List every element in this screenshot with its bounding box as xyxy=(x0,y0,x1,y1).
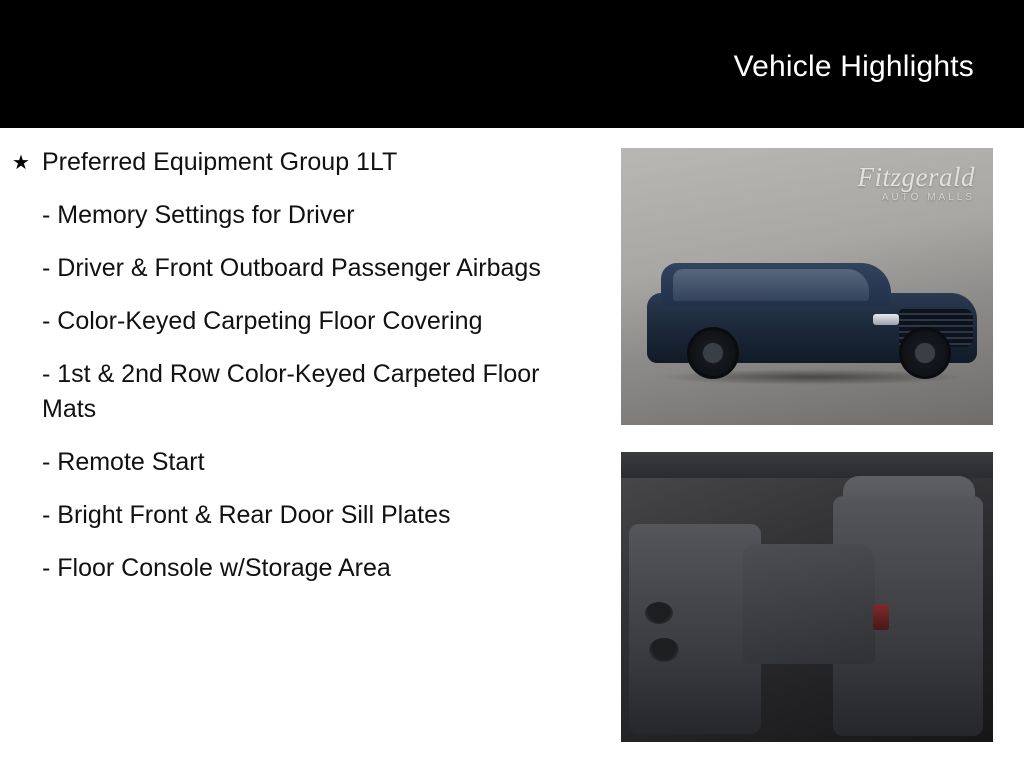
list-item-label: - Floor Console w/Storage Area xyxy=(42,554,391,582)
list-item-label: - Bright Front & Rear Door Sill Plates xyxy=(42,501,451,529)
interior-center-console xyxy=(743,544,875,664)
list-item xyxy=(12,145,602,180)
list-item xyxy=(42,251,602,286)
list-item xyxy=(42,198,602,233)
list-item-label: - 1st & 2nd Row Color-Keyed Carpeted Floor Mats xyxy=(42,360,540,423)
suv-front-wheel xyxy=(899,327,951,379)
suv-headlight xyxy=(873,314,899,325)
list-item xyxy=(42,445,602,480)
suv-glass xyxy=(673,269,869,301)
suv-rear-wheel xyxy=(687,327,739,379)
suv-illustration xyxy=(647,249,977,381)
list-item-label: - Memory Settings for Driver xyxy=(42,201,355,229)
list-item-label: Preferred Equipment Group 1LT xyxy=(42,148,398,176)
list-item xyxy=(42,304,602,339)
list-item-label: - Driver & Front Outboard Passenger Airbags xyxy=(42,254,541,282)
list-item-label: - Remote Start xyxy=(42,448,205,476)
header-bar xyxy=(0,0,1024,128)
highlights-list xyxy=(12,145,602,604)
list-item xyxy=(42,551,602,586)
dealer-watermark-name: Fitzgerald xyxy=(857,162,975,192)
slide-content xyxy=(0,128,1024,768)
vehicle-exterior-photo xyxy=(621,148,993,425)
interior-cupholder xyxy=(649,638,679,662)
star-icon: ★ xyxy=(12,152,30,174)
photo-column xyxy=(621,148,993,742)
list-item xyxy=(42,498,602,533)
dealer-watermark xyxy=(858,164,976,203)
list-item-label: - Color-Keyed Carpeting Floor Covering xyxy=(42,307,483,335)
interior-cupholder xyxy=(645,602,673,624)
vehicle-interior-photo xyxy=(621,452,993,742)
page-title: Vehicle Highlights xyxy=(733,50,974,83)
interior-driver-seat xyxy=(629,524,761,734)
interior-seatbelt-buckle xyxy=(873,604,889,630)
list-item xyxy=(42,357,602,427)
dealer-watermark-sub: AUTO MALLS xyxy=(881,192,975,203)
interior-dashboard xyxy=(621,452,993,478)
